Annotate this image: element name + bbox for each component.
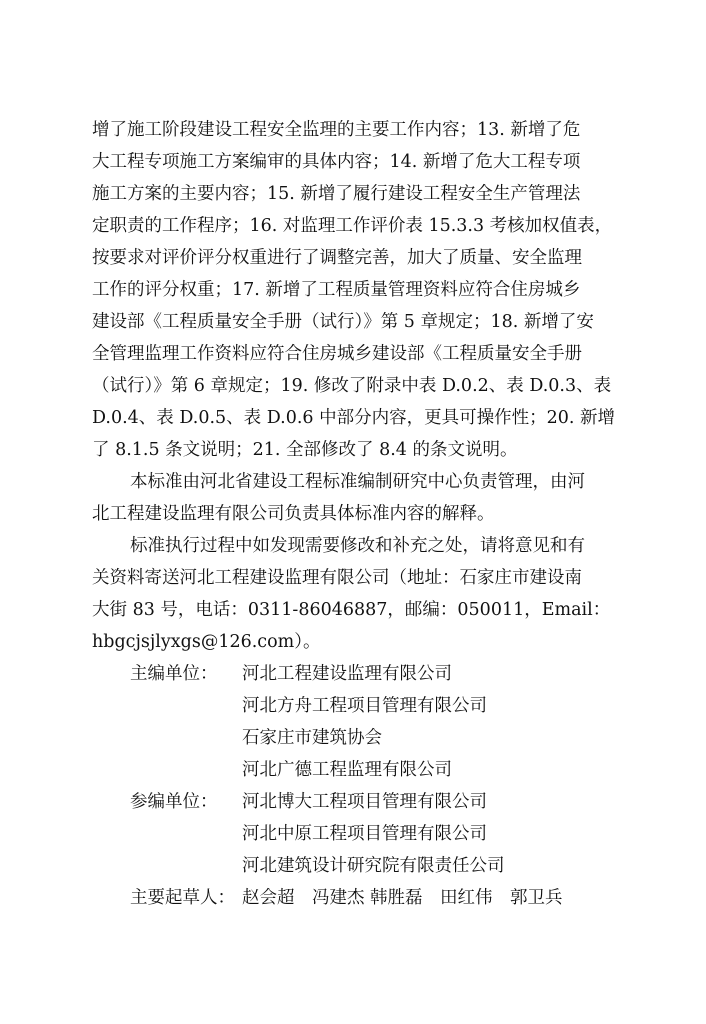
text-line: 施工方案的主要内容；15. 新增了履行建设工程安全生产管理法 [92, 184, 581, 204]
org-name: 河北广德工程监理有限公司 [242, 760, 452, 780]
org-name: 河北中原工程项目管理有限公司 [242, 824, 487, 844]
text-line: 工作的评分权重；17. 新增了工程质量管理资料应符合住房城乡 [92, 280, 581, 300]
org-name: 河北建筑设计研究院有限责任公司 [242, 856, 505, 876]
text-line: 建设部《工程质量安全手册（试行）》第 5 章规定；18. 新增了安 [92, 312, 594, 332]
text-line: 大街 83 号，电话：0311-86046887，邮编：050011，Email： [92, 600, 611, 620]
org-name: 河北方舟工程项目管理有限公司 [242, 696, 487, 716]
text-line: 标准执行过程中如发现需要修改和补充之处，请将意见和有 [130, 536, 585, 556]
text-line: 大工程专项施工方案编审的具体内容；14. 新增了危大工程专项 [92, 152, 581, 172]
co-editor-label: 参编单位： [130, 792, 218, 812]
text-line: 北工程建设监理有限公司负责具体标准内容的解释。 [92, 504, 495, 524]
text-line: 增了施工阶段建设工程安全监理的主要工作内容；13. 新增了危 [92, 120, 581, 140]
org-name: 河北博大工程项目管理有限公司 [242, 792, 487, 812]
drafters-label: 主要起草人： [130, 888, 235, 908]
drafter-names: 赵会超 冯建杰 韩胜磊 田红伟 郭卫兵 [242, 888, 563, 908]
text-line: hbgcjsjlyxgs@126.com）。 [92, 632, 321, 652]
text-line: 全管理监理工作资料应符合住房城乡建设部《工程质量安全手册 [92, 344, 582, 364]
org-name: 石家庄市建筑协会 [242, 728, 382, 748]
text-line: 按要求对评价评分权重进行了调整完善，加大了质量、安全监理 [92, 248, 582, 268]
text-line: （试行）》第 6 章规定；19. 修改了附录中表 D.0.2、表 D.0.3、表 [92, 376, 612, 396]
text-line: 定职责的工作程序；16. 对监理工作评价表 15.3.3 考核加权值表， [92, 216, 613, 236]
org-name: 河北工程建设监理有限公司 [242, 664, 452, 684]
text-line: 了 8.1.5 条文说明；21. 全部修改了 8.4 的条文说明。 [92, 440, 518, 460]
text-line: D.0.4、表 D.0.5、表 D.0.6 中部分内容，更具可操作性；20. 新增 [92, 408, 615, 428]
chief-editor-label: 主编单位： [130, 664, 218, 684]
text-line: 关资料寄送河北工程建设监理有限公司（地址：石家庄市建设南 [92, 568, 582, 588]
text-line: 本标准由河北省建设工程标准编制研究中心负责管理，由河 [130, 472, 585, 492]
